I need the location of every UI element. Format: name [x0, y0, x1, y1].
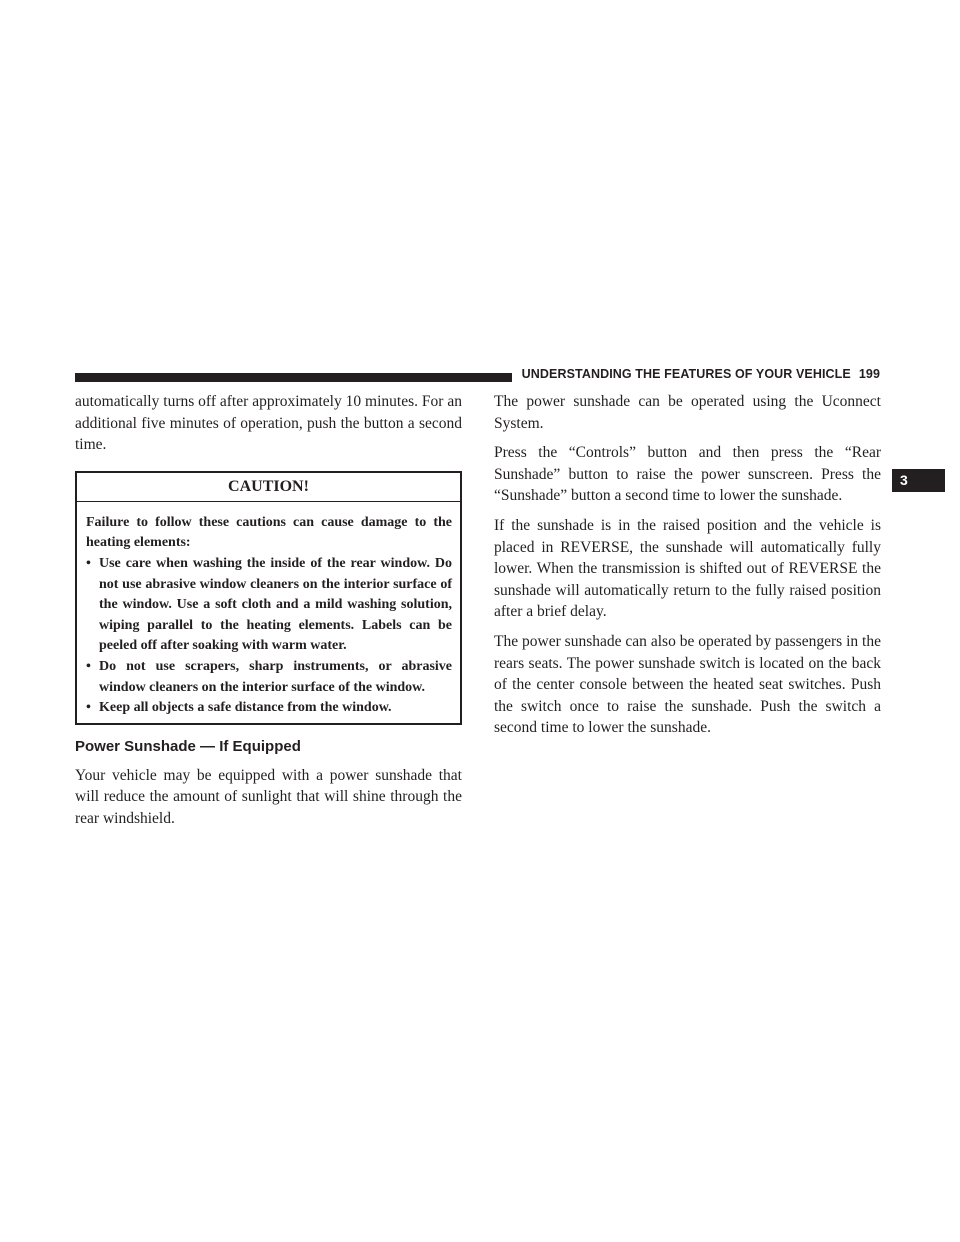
body-paragraph: The power sunshade can also be operated by passengers in the rears seats. The power sunshade switch is located on the back of the center console between the heated seat switches. Push the switch once to raise the sunshade. Push the switch a second time to lower the sunshade.: [494, 632, 881, 737]
chapter-tab: [892, 469, 945, 492]
page-number: 199: [858, 367, 880, 381]
caution-item-text: Do not use scrapers, sharp instruments, or abrasive window cleaners on the interior surface of the window.: [99, 658, 452, 695]
section-title: UNDERSTANDING THE FEATURES OF YOUR VEHICLE: [521, 367, 851, 381]
left-column: [75, 391, 462, 838]
body-paragraph: Press the “Controls” button and then press the “Rear Sunshade” button to raise the power sunscreen. Press the “Sunshade” button a second time to lower the sunshade.: [494, 444, 881, 505]
caution-item: [86, 698, 452, 719]
chapter-number: 3: [900, 472, 908, 488]
body-paragraph: If the sunshade is in the raised position and the vehicle is placed in REVERSE, the sunshade will automatically fully lower. When the transmission is shifted out of REVERSE the sunshade will automatically return to the fully raised position after a brief delay.: [494, 516, 881, 621]
caution-list: [86, 554, 452, 719]
caution-item: [86, 554, 452, 657]
section-heading: Power Sunshade — If Equipped: [75, 737, 301, 755]
caution-box: [75, 471, 462, 725]
caution-item-text: Use care when washing the inside of the rear window. Do not use abrasive window cleaners on the interior surface of the window. Use a soft cloth and a mild washing solution, wiping parallel to the heating elements. Labels can be peeled off after soaking with warm water.: [99, 555, 452, 654]
header-rule: [75, 373, 512, 382]
caution-heading: CAUTION!: [77, 473, 460, 502]
intro-paragraph: automatically turns off after approximately 10 minutes. For an additional five minutes of operation, push the button a second time.: [75, 393, 462, 454]
bullet-icon: •: [86, 658, 91, 674]
caution-item-text: Keep all objects a safe distance from the window.: [99, 700, 392, 716]
right-column: [494, 391, 881, 747]
caution-lead: Failure to follow these cautions can cause damage to the heating elements:: [86, 514, 452, 551]
bullet-icon: •: [86, 700, 91, 716]
body-paragraph: The power sunshade can be operated using the Uconnect System.: [494, 393, 881, 432]
bullet-icon: •: [86, 555, 91, 571]
caution-body: [77, 502, 460, 719]
section-paragraph: Your vehicle may be equipped with a power sunshade that will reduce the amount of sunlight that will shine through the rear windshield.: [75, 766, 462, 827]
caution-item: [86, 657, 452, 698]
running-header: [522, 367, 880, 381]
